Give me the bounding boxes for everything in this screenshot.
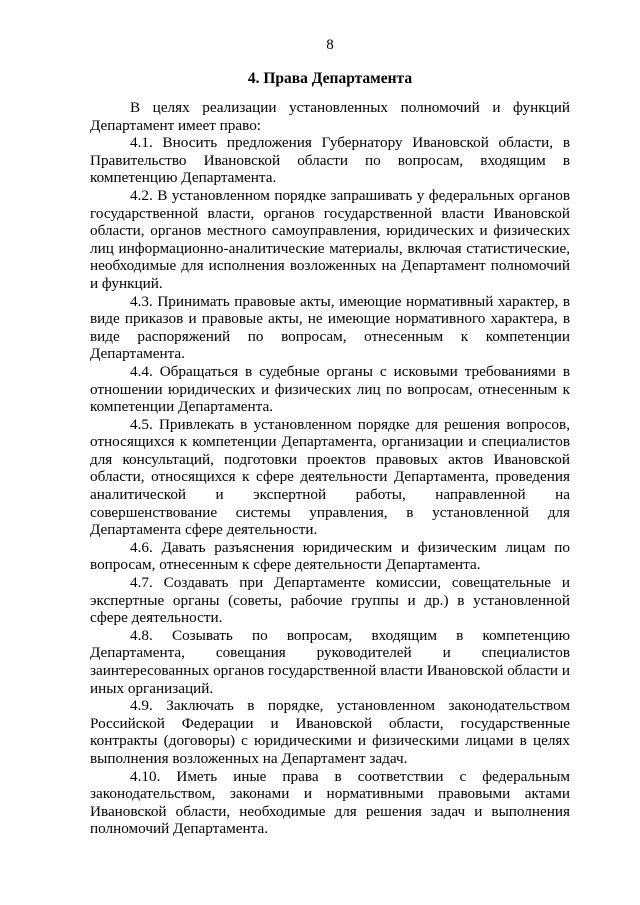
clause-4-10: 4.10. Иметь иные права в соответствии с федеральным законодательством, законами и нормативными правовыми актами Ивановской области, необходимые для решения задач и выполнения полномочий Департамента. [90, 767, 570, 838]
body-text [90, 99, 570, 838]
clause-4-6: 4.6. Давать разъяснения юридическим и физическим лицам по вопросам, отнесенным к сфере деятельности Департамента. [90, 538, 570, 574]
clause-4-5: 4.5. Привлекать в установленном порядке для решения вопросов, относящихся к компетенции Департамента, организации и специалистов для консультаций, подготовки проектов правовых актов Ивановской области, относящихся к сфере деятельности Департамента, проведения аналитической и экспертной работы, направленной на совершенствование системы управления, в установленной для Департамента сфере деятельности. [90, 415, 570, 539]
intro-paragraph: В целях реализации установленных полномочий и функций Департамент имеет право: [90, 99, 570, 134]
page-number: 8 [326, 37, 334, 53]
clause-4-4: 4.4. Обращаться в судебные органы с исковыми требованиями в отношении юридических и физических лиц по вопросам, отнесенным к компетенции Департамента. [90, 362, 570, 416]
clause-4-1: 4.1. Вносить предложения Губернатору Ивановской области, в Правительство Ивановской области по вопросам, входящим в компетенцию Департамента. [90, 134, 570, 187]
clause-4-2: 4.2. В установленном порядке запрашивать у федеральных органов государственной власти, органов государственной власти Ивановской области, органов местного самоуправления, юридических и физических лиц информационно-аналитические материалы, включая статистические, необходимые для исполнения возложенных на Департамент полномочий и функций. [90, 186, 570, 292]
clause-4-7: 4.7. Создавать при Департаменте комиссии, совещательные и экспертные органы (советы, рабочие группы и др.) в установленной сфере деятельности. [90, 574, 570, 627]
clause-4-8: 4.8. Созывать по вопросам, входящим в компетенцию Департамента, совещания руководителей и специалистов заинтересованных органов государственной власти Ивановской области и иных организаций. [90, 626, 570, 697]
clause-4-3: 4.3. Принимать правовые акты, имеющие нормативный характер, в виде приказов и правовые акты, не имеющие нормативного характера, в виде распоряжений по вопросам, отнесенным к компетенции Департамента. [90, 292, 570, 363]
clause-4-9: 4.9. Заключать в порядке, установленном законодательством Российской Федерации и Ивановской области, государственные контракты (договоры) с юридическими и физическими лицами в целях выполнения возложенных на Департамент задач. [90, 697, 570, 767]
section-title: 4. Права Департамента [247, 70, 413, 87]
